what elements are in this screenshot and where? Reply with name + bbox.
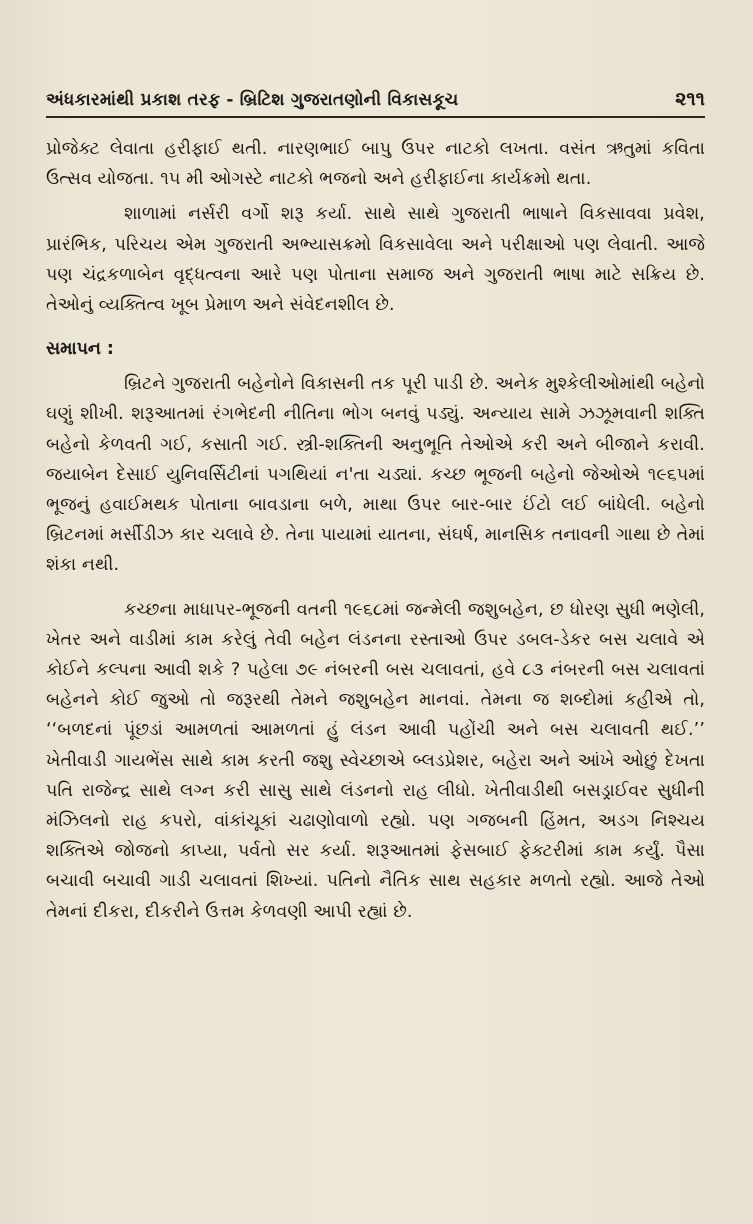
paragraph-4: કચ્છના માધાપર-ભૂજની વતની ૧૯૬૮માં જન્મેલી જશુબહેન, છ ધોરણ સુધી ભણેલી, ખેતર અને વાડીમાં કામ કરેલું તેવી બહેન લંડનના રસ્તાઓ ઉપર ડબલ-ડેકર બસ ચલાવે એ કોઈને કલ્પના આવી શકે ? પહેલા ૭૯ નંબરની બસ ચલાવતાં, હવે ૮૩ નંબરની બસ ચલાવતાં બહેનને કોઈ જુઓ તો જરૂરથી તેમને જશુબહેન માનવાં. તેમના જ શબ્દોમાં કહીએ તો, ‘‘બળદનાં પૂંછડાં આમળતાં આમળતાં હું લંડન આવી પહોંચી અને બસ ચલાવતી થઈ.’’ ખેતીવાડી ગાયભેંસ સાથે કામ કરતી જશુ સ્વેચ્છાએ બ્લડપ્રેશર, બહેરા અને આંખે ઓછું દેખતા પતિ રાજેન્દ્ર સાથે લગ્ન કરી સાસુ સાથે લંડનનો રાહ લીધો. ખેતીવાડીથી બસડ્રાઈવર સુધીની મંઝિલનો રાહ કપરો, વાંકાંચૂકાં ચઢાણોવાળો રહ્યો. પણ ગજબની હિંમત, અડગ નિશ્ચય શક્તિએ જોજનો કાપ્યા, પર્વતો સર કર્યા. શરૂઆતમાં ફેસબાઈ ફેક્ટરીમાં કામ કર્યું. પૈસા બચાવી બચાવી ગાડી ચલાવતાં શિખ્યાં. પતિનો નૈતિક સાથ સહકાર મળતો રહ્યો. આજે તેઓ તેમનાં દીકરા, દીકરીને ઉત્તમ કેળવણી આપી રહ્યાં છે. [46,599,705,922]
running-title: અંધકારમાંથી પ્રકાશ તરફ - બ્રિટિશ ગુજરાતણોની વિકાસકૂચ [46,90,459,110]
section-heading: સમાપન : [46,339,114,360]
running-header [46,82,705,118]
page-body [46,134,705,927]
paragraph-2: શાળામાં નર્સરી વર્ગો શરૂ કર્યા. સાથે સાથે ગુજરાતી ભાષાને વિકસાવવા પ્રવેશ, પ્રારંભિક, પરિચય એમ ગુજરાતી અભ્યાસક્રમો વિકસાવેલા અને પરીક્ષાઓ પણ લેવાતી. આજે પણ ચંદ્રકળાબેન વૃદ્ધત્વના આરે પણ પોતાના સમાજ અને ગુજરાતી ભાષા માટે સક્રિય છે. તેઓનું વ્યક્તિત્વ ખૂબ પ્રેમાળ અને સંવેદનશીલ છે. [46,204,705,316]
paragraph-3: બ્રિટને ગુજરાતી બહેનોને વિકાસની તક પૂરી પાડી છે. અનેક મુશ્કેલીઓમાંથી બહેનો ઘણું શીખી. શરૂઆતમાં રંગભેદની નીતિના ભોગ બનવું પડ્યું. અન્યાય સામે ઝઝૂમવાની શક્તિ બહેનો કેળવતી ગઈ, કસાતી ગઈ. સ્ત્રી-શક્તિની અનુભૂતિ તેઓએ કરી અને બીજાને કરાવી. જયાબેન દેસાઈ યુનિવર્સિટીનાં પગથિયાં ન'તા ચડ્યાં. કચ્છ ભૂજની બહેનો જેઓએ ૧૯૬૫માં ભૂજનું હવાઈમથક પોતાના બાવડાના બળે, માથા ઉપર બાર-બાર ઈંટો લઈ બાંધેલી. બહેનો બ્રિટનમાં મર્સીડીઝ કાર ચલાવે છે. તેના પાયામાં યાતના, સંઘર્ષ, માનસિક તનાવની ગાથા છે તેમાં શંકા નથી. [46,374,705,576]
page-number: ૨૧૧ [675,88,705,110]
paragraph-1: પ્રોજેક્ટ લેવાતા હરીફાઈ થતી. નારણભાઈ બાપુ ઉપર નાટકો લખતા. વસંત ઋતુમાં કવિતા ઉત્સવ યોજતા. ૧૫ મી ઓગસ્ટે નાટકો ભજનો અને હરીફાઈના કાર્યક્રમો થતા. [46,139,705,190]
